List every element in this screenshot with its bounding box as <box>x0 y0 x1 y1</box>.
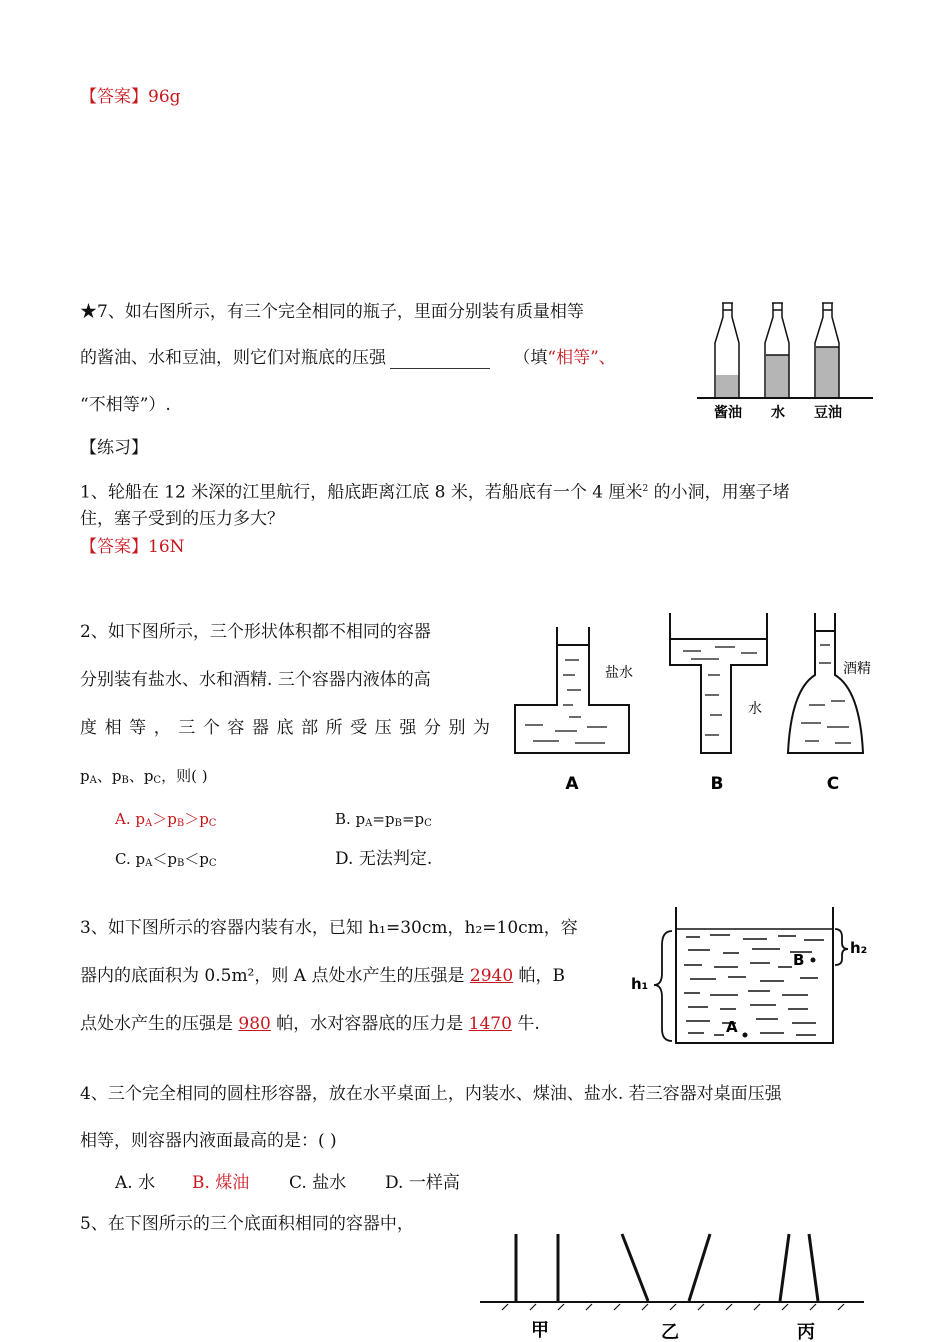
p2-char: 三 <box>178 718 196 738</box>
p2-option-b: B. $p_A=p_B=p_C$ <box>335 810 432 829</box>
containers-figure <box>505 605 880 795</box>
p4-line2: 相等，则容器内液面最高的是：( ) <box>80 1131 337 1151</box>
fig-label-b: B <box>710 774 724 794</box>
p2-line3 <box>80 717 490 739</box>
label-alcohol: 酒精 <box>843 661 871 677</box>
bottle-label-2: 水 <box>771 405 785 421</box>
bottle-soybean-oil <box>815 303 839 398</box>
q7-line1: ★7、如右图所示，有三个完全相同的瓶子，里面分别装有质量相等 <box>80 302 584 322</box>
p2-char: 等 <box>129 718 147 738</box>
bottle-label-1: 酱油 <box>714 405 742 421</box>
q7-fill-open: （填 <box>513 348 548 368</box>
point-b-label: B <box>793 951 805 969</box>
container-bing-right <box>809 1234 818 1301</box>
p2-char: 器 <box>251 718 269 738</box>
p1-line1b: 的小洞，用塞子堵 <box>648 482 790 503</box>
p2-line2: 分别装有盐水、水和酒精. 三个容器内液体的高 <box>80 670 431 690</box>
h2-label: h₂ <box>850 939 868 957</box>
p2-char: 压 <box>374 718 392 738</box>
p3-line3a: 点处水产生的压强是 <box>80 1014 239 1034</box>
practice-heading: 【练习】 <box>80 438 148 458</box>
p4-option-c: C. 盐水 <box>289 1173 347 1193</box>
p4-option-a: A. 水 <box>115 1173 156 1193</box>
p2-option-a: A. $p_A>p_B>p_C$ <box>115 810 217 829</box>
p2-char: 个 <box>202 718 220 738</box>
tank-figure <box>628 905 873 1045</box>
p2-char: 相 <box>104 718 122 738</box>
point-a-label: A <box>726 1018 738 1036</box>
p3-answer-a-pressure: 2940 <box>469 966 514 986</box>
q7-line2-text: 的酱油、水和豆油，则它们对瓶底的压强 <box>80 348 386 368</box>
p1-line1 <box>80 478 790 504</box>
container-b <box>670 613 767 753</box>
p2-option-c: C. $p_A<p_B<p_C$ <box>115 850 217 869</box>
container-a <box>515 627 629 753</box>
h1-label: h₁ <box>631 975 649 993</box>
p3-line2a: 器内的底面积为 0.5m²，则 A 点处水产生的压强是 <box>80 966 470 986</box>
p2-char: 部 <box>301 718 319 738</box>
answer-label: 【答案】 <box>80 87 148 107</box>
p3-line2b: 帕，B <box>513 966 566 986</box>
p2-char: 度 <box>80 718 97 738</box>
p1-sup: 2 <box>642 484 649 494</box>
container-bing-left <box>780 1234 789 1301</box>
bottles-figure <box>695 295 880 425</box>
label-bing: 丙 <box>797 1322 815 1342</box>
label-salt-water: 盐水 <box>605 665 633 681</box>
p1-answer-label: 【答案】 <box>80 537 148 557</box>
p2-char: 容 <box>227 718 245 738</box>
p2-char: ， <box>153 718 171 738</box>
bottle-label-3: 豆油 <box>814 405 842 421</box>
p3-answer-b-pressure: 980 <box>238 1014 271 1034</box>
fig-label-a: A <box>565 774 579 794</box>
p2-char: 受 <box>350 718 368 738</box>
p2-option-d: D. 无法判定. <box>335 849 433 869</box>
container-c <box>788 613 863 753</box>
p3-line2 <box>80 965 565 987</box>
p2-char: 强 <box>399 718 417 738</box>
p4-line1: 4、三个完全相同的圆柱形容器，放在水平桌面上，内装水、煤油、盐水. 若三容器对桌面压强 <box>80 1084 782 1104</box>
answer-value: 96g <box>148 87 181 107</box>
p2-char: 为 <box>473 718 490 738</box>
container-yi-left <box>622 1234 648 1301</box>
p2-char: 别 <box>448 718 466 738</box>
p3-line3b: 帕，水对容器底的压力是 <box>270 1014 469 1034</box>
container-yi-right <box>689 1234 710 1301</box>
p2-line4: $p_A$、$p_B$、$p_C$，则( ) <box>80 767 208 786</box>
label-yi: 乙 <box>661 1322 679 1342</box>
q7-line2 <box>80 347 616 369</box>
p4-option-b: B. 煤油 <box>192 1173 250 1193</box>
answer-top <box>80 86 181 108</box>
three-containers-figure <box>478 1228 868 1342</box>
p3-line1: 3、如下图所示的容器内装有水，已知 h₁=30cm，h₂=10cm，容 <box>80 918 578 938</box>
p3-line3c: 牛. <box>511 1014 540 1034</box>
p3-line3 <box>80 1013 540 1035</box>
p1-answer-value: 16N <box>148 537 185 557</box>
q7-line3: “不相等”）. <box>80 395 171 415</box>
p1-line2: 住，塞子受到的压力多大？ <box>80 509 284 529</box>
p1-line1a: 1、轮船在 12 米深的江里航行，船底距离江底 8 米，若船底有一个 4 厘米 <box>80 482 643 503</box>
fig-label-c: C <box>826 774 840 794</box>
p3-answer-force: 1470 <box>468 1014 512 1034</box>
p1-answer <box>80 536 185 558</box>
label-jia: 甲 <box>531 1320 549 1341</box>
bottle-soy-sauce <box>715 303 739 398</box>
bottle-water <box>765 303 789 398</box>
p2-char: 分 <box>423 718 441 738</box>
p2-char: 底 <box>276 718 294 738</box>
p2-line1: 2、如下图所示，三个形状体积都不相同的容器 <box>80 622 431 642</box>
q7-answer-blank <box>390 352 490 369</box>
label-water: 水 <box>748 701 762 717</box>
p2-char: 所 <box>325 718 343 738</box>
p4-option-d: D. 一样高 <box>385 1173 460 1193</box>
q7-option-equal: “相等”、 <box>547 348 616 368</box>
p5-line1: 5、在下图所示的三个底面积相同的容器中， <box>80 1214 414 1234</box>
